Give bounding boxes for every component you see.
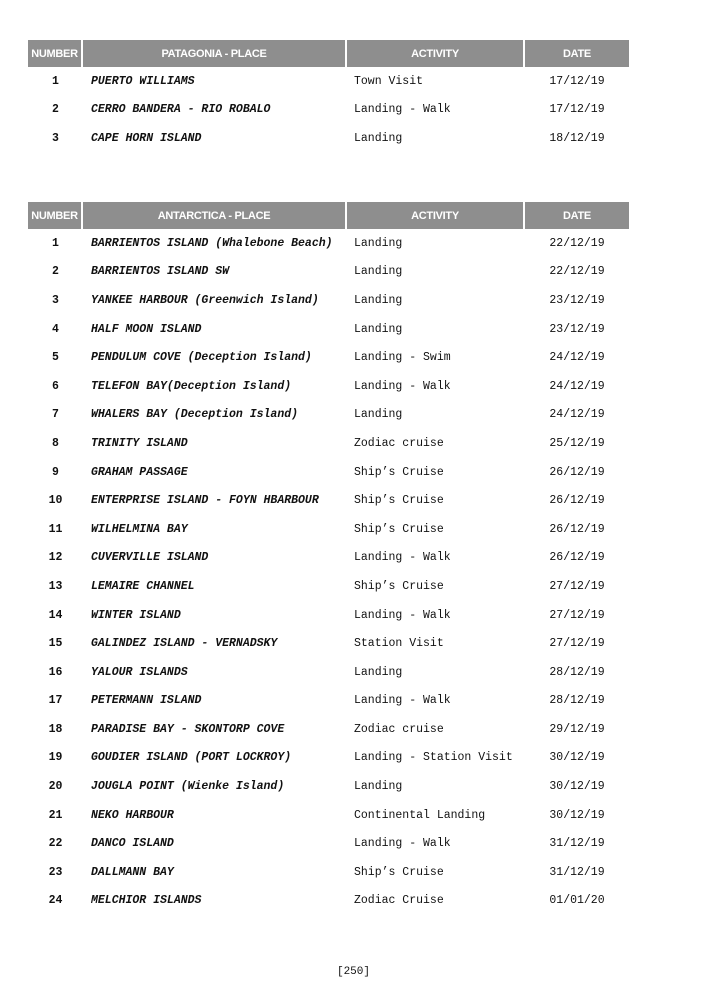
column-header-place: PATAGONIA - PLACE — [83, 40, 347, 67]
row-number: 12 — [48, 551, 63, 565]
row-place: GALINDEZ ISLAND - VERNADSKY — [91, 637, 278, 651]
row-place: ENTERPRISE ISLAND - FOYN HBARBOUR — [91, 494, 319, 508]
row-date: 22/12/19 — [549, 265, 605, 279]
column-header-date: DATE — [525, 202, 629, 229]
row-place: TELEFON BAY(Deception Island) — [91, 379, 292, 393]
row-number: 7 — [52, 408, 59, 422]
row-date: 17/12/19 — [549, 74, 605, 88]
row-place: PARADISE BAY - SKONTORP COVE — [91, 722, 285, 736]
row-activity: Landing - Swim — [354, 351, 451, 365]
row-place: YANKEE HARBOUR (Greenwich Island) — [91, 293, 319, 307]
table-row — [28, 744, 629, 773]
row-date: 27/12/19 — [549, 608, 605, 622]
table-row — [28, 801, 629, 830]
row-activity: Landing - Station Visit — [354, 751, 513, 765]
row-place: CAPE HORN ISLAND — [91, 131, 202, 145]
row-activity: Landing — [354, 322, 403, 336]
row-date: 26/12/19 — [549, 551, 605, 565]
table-row — [28, 858, 629, 887]
row-number: 5 — [52, 351, 59, 365]
table-row — [28, 401, 629, 430]
column-header-activity: ACTIVITY — [347, 40, 525, 67]
table-row — [28, 515, 629, 544]
row-activity: Landing — [354, 131, 403, 145]
row-date: 24/12/19 — [549, 408, 605, 422]
table-row — [28, 715, 629, 744]
row-place: DALLMANN BAY — [91, 865, 174, 879]
table-row — [28, 258, 629, 287]
row-number: 19 — [48, 751, 63, 765]
row-number: 13 — [48, 579, 63, 593]
row-number: 23 — [48, 865, 63, 879]
row-date: 17/12/19 — [549, 103, 605, 117]
antarctica-itinerary-table — [28, 202, 629, 915]
row-number: 3 — [52, 293, 59, 307]
row-date: 30/12/19 — [549, 751, 605, 765]
row-date: 31/12/19 — [549, 837, 605, 851]
row-date: 26/12/19 — [549, 465, 605, 479]
row-place: DANCO ISLAND — [91, 837, 174, 851]
row-activity: Landing — [354, 236, 403, 250]
column-header-place: ANTARCTICA - PLACE — [83, 202, 347, 229]
row-number: 1 — [52, 74, 59, 88]
table-row — [28, 96, 629, 125]
row-activity: Ship’s Cruise — [354, 579, 444, 593]
table-row — [28, 572, 629, 601]
row-place: HALF MOON ISLAND — [91, 322, 202, 336]
row-activity: Ship’s Cruise — [354, 865, 444, 879]
table-row — [28, 429, 629, 458]
row-place: WILHELMINA BAY — [91, 522, 188, 536]
row-place: LEMAIRE CHANNEL — [91, 579, 195, 593]
table-row — [28, 458, 629, 487]
row-date: 01/01/20 — [549, 894, 605, 908]
table-row — [28, 315, 629, 344]
row-activity: Landing — [354, 408, 403, 422]
row-place: PUERTO WILLIAMS — [91, 74, 195, 88]
row-place: CERRO BANDERA - RIO ROBALO — [91, 103, 271, 117]
row-activity: Ship’s Cruise — [354, 465, 444, 479]
row-activity: Landing - Walk — [354, 694, 451, 708]
row-place: BARRIENTOS ISLAND (Whalebone Beach) — [91, 236, 333, 250]
row-activity: Zodiac cruise — [354, 436, 444, 450]
row-date: 26/12/19 — [549, 522, 605, 536]
row-date: 29/12/19 — [549, 722, 605, 736]
row-activity: Landing - Walk — [354, 837, 451, 851]
row-date: 30/12/19 — [549, 780, 605, 794]
table-row — [28, 343, 629, 372]
patagonia-itinerary-table — [28, 40, 629, 153]
column-header-number: NUMBER — [28, 40, 83, 67]
row-place: TRINITY ISLAND — [91, 436, 188, 450]
antarctica-table-body — [28, 229, 629, 915]
table-row — [28, 629, 629, 658]
row-place: CUVERVILLE ISLAND — [91, 551, 209, 565]
row-activity: Landing — [354, 780, 403, 794]
row-number: 3 — [52, 131, 59, 145]
row-activity: Station Visit — [354, 637, 444, 651]
row-activity: Ship’s Cruise — [354, 494, 444, 508]
row-number: 14 — [48, 608, 63, 622]
row-date: 24/12/19 — [549, 379, 605, 393]
table-row — [28, 124, 629, 153]
page-number: [250] — [336, 966, 370, 978]
row-date: 23/12/19 — [549, 322, 605, 336]
table-row — [28, 658, 629, 687]
row-activity: Landing - Walk — [354, 551, 451, 565]
row-activity: Zodiac cruise — [354, 722, 444, 736]
row-place: NEKO HARBOUR — [91, 808, 174, 822]
row-number: 6 — [52, 379, 59, 393]
row-number: 22 — [48, 837, 63, 851]
row-number: 20 — [48, 780, 63, 794]
row-activity: Zodiac Cruise — [354, 894, 444, 908]
row-date: 18/12/19 — [549, 131, 605, 145]
row-number: 2 — [52, 103, 59, 117]
row-number: 2 — [52, 265, 59, 279]
row-place: PETERMANN ISLAND — [91, 694, 202, 708]
row-activity: Landing - Walk — [354, 379, 451, 393]
table-row — [28, 829, 629, 858]
row-number: 10 — [48, 494, 63, 508]
table-row — [28, 772, 629, 801]
table-row — [28, 544, 629, 573]
row-activity: Landing - Walk — [354, 103, 451, 117]
row-number: 21 — [48, 808, 63, 822]
row-date: 25/12/19 — [549, 436, 605, 450]
row-activity: Town Visit — [354, 74, 424, 88]
row-place: GOUDIER ISLAND (PORT LOCKROY) — [91, 751, 292, 765]
row-date: 27/12/19 — [549, 637, 605, 651]
row-place: PENDULUM COVE (Deception Island) — [91, 351, 312, 365]
row-date: 28/12/19 — [549, 694, 605, 708]
row-number: 8 — [52, 436, 59, 450]
row-date: 23/12/19 — [549, 293, 605, 307]
row-place: MELCHIOR ISLANDS — [91, 894, 202, 908]
column-header-activity: ACTIVITY — [347, 202, 525, 229]
row-place: JOUGLA POINT (Wienke Island) — [91, 780, 285, 794]
table-header-row — [28, 40, 629, 67]
row-number: 1 — [52, 236, 59, 250]
row-number: 24 — [48, 894, 63, 908]
patagonia-table-body — [28, 67, 629, 153]
row-place: YALOUR ISLANDS — [91, 665, 188, 679]
row-number: 11 — [48, 522, 63, 536]
row-date: 22/12/19 — [549, 236, 605, 250]
row-place: BARRIENTOS ISLAND SW — [91, 265, 230, 279]
row-date: 30/12/19 — [549, 808, 605, 822]
row-number: 15 — [48, 637, 63, 651]
row-activity: Continental Landing — [354, 808, 486, 822]
row-activity: Ship’s Cruise — [354, 522, 444, 536]
table-row — [28, 286, 629, 315]
row-number: 9 — [52, 465, 59, 479]
table-row — [28, 229, 629, 258]
row-date: 24/12/19 — [549, 351, 605, 365]
column-header-date: DATE — [525, 40, 629, 67]
table-row — [28, 67, 629, 96]
row-date: 27/12/19 — [549, 579, 605, 593]
row-date: 28/12/19 — [549, 665, 605, 679]
row-place: WINTER ISLAND — [91, 608, 181, 622]
row-place: GRAHAM PASSAGE — [91, 465, 188, 479]
row-activity: Landing — [354, 265, 403, 279]
row-date: 31/12/19 — [549, 865, 605, 879]
table-row — [28, 486, 629, 515]
row-activity: Landing — [354, 665, 403, 679]
row-number: 17 — [48, 694, 63, 708]
row-place: WHALERS BAY (Deception Island) — [91, 408, 299, 422]
table-row — [28, 687, 629, 716]
table-header-row — [28, 202, 629, 229]
row-activity: Landing - Walk — [354, 608, 451, 622]
row-number: 4 — [52, 322, 59, 336]
table-row — [28, 372, 629, 401]
column-header-number: NUMBER — [28, 202, 83, 229]
table-row — [28, 601, 629, 630]
row-number: 16 — [48, 665, 63, 679]
table-row — [28, 887, 629, 916]
row-number: 18 — [48, 722, 63, 736]
row-date: 26/12/19 — [549, 494, 605, 508]
row-activity: Landing — [354, 293, 403, 307]
